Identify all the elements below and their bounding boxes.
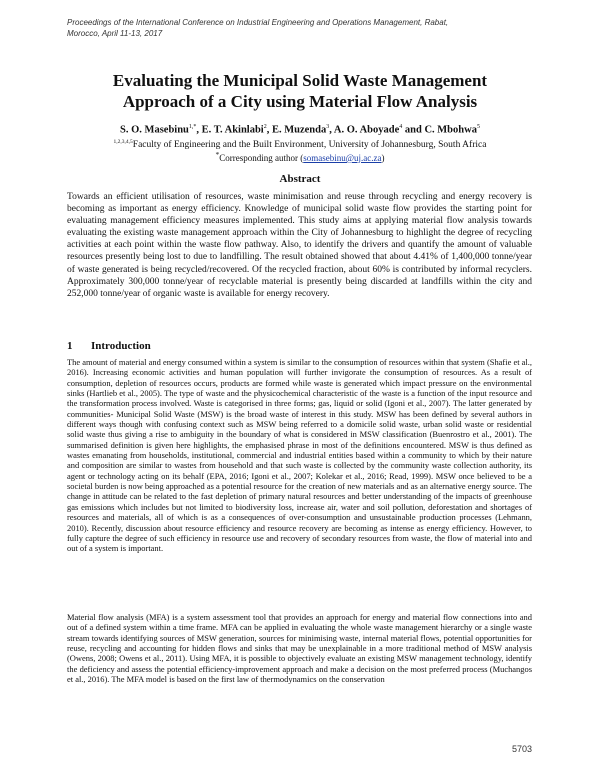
- corresponding-prefix: Corresponding author (: [219, 153, 304, 163]
- paper-title: [60, 70, 540, 112]
- author-affiliation-mark: 5: [476, 124, 480, 130]
- corresponding-email-link[interactable]: somasebinu@uj.ac.za: [303, 153, 382, 163]
- section-heading-introduction: [67, 339, 151, 353]
- author-separator: ,: [196, 124, 202, 136]
- header-line-1: Proceedings of the International Conference on Industrial Engineering and Operations Management, Rabat,: [67, 18, 449, 27]
- author-list: [60, 121, 540, 137]
- proceedings-header: [67, 17, 537, 39]
- author-name: C. Mbohwa: [424, 124, 477, 136]
- affiliation-text: Faculty of Engineering and the Built Environment, University of Johannesburg, South Africa: [132, 140, 487, 151]
- author-separator: ,: [266, 124, 272, 136]
- header-line-2: Morocco, April 11-13, 2017: [67, 29, 163, 38]
- author-name: E. Muzenda: [271, 124, 327, 136]
- author-name: S. O. Masebinu: [120, 124, 189, 136]
- corresponding-mark: *: [215, 150, 220, 159]
- author-affiliation-mark: 1,*: [188, 124, 197, 130]
- introduction-paragraph-1: The amount of material and energy consumed within a system is similar to the consumption of resources within that system (Shafie et al., 2016). Increasing economic activities and human population will further invigorate the consumption of resources. As a result of consumption, depletion of resources occurs, products are formed while waste is generated which impact pressure on the environmental sinks (Hartlieb et al., 2005). The type of waste and the physicochemical characteristic of the waste is a function of the input resource and the transformation process involved. Waste is categorised in three forms; gas, liquid or solid (Igoni et al., 2007). The latter generated by communities- Municipal Solid Waste (MSW) is the broad waste of interest in this study. MSW has been defined by several authors in different ways though with confusing context such as MSW being referred to a domicile solid waste, urban solid waste or residential solid waste thus giving a rise to ambiguity in the boundary of what is considered in MSW classification (Buenrostro et al., 2001). The summarised definition is given here highlights, the emphasised phrase in most of the definitions encountered. MSW is thus defined as wastes emanating from households, institutional, commercial and industrial entities based within a community to which by their nature and composition are similar to wastes from household and that such waste is collected by the community waste collection authority, its agent or technology acting on its behalf (EPA, 2016; Igoni et al., 2007; Kolekar et al., 2016; Read, 1999). MSW once believed to be a societal burden is now being approached as a potential resource for the creation of new materials and as an alternative energy source. The change in attitude can be related to the fast depletion of primary natural resources and better understanding of the impacts of greenhouse gas emissions which includes but not limited to biodiversity loss, increase air, water and soil pollution, deforestation and shortages of resources and materials, all of which is as a consequences of over-consumption and unsustainable production processes (Lehmann, 2010). Recently, discussion about resource efficiency and resource recovery are becoming as intense as energy efficiency. However, to fully capture the degree of such efficiency in resource use and recovery of secondary resources from waste, the flow of material into and out of a system is important.: [67, 357, 532, 554]
- author-name: A. O. Aboyade: [333, 124, 400, 136]
- section-number: 1: [67, 340, 73, 352]
- author-affiliation-mark: 3: [326, 124, 330, 130]
- author-separator: ,: [329, 124, 334, 136]
- section-title: Introduction: [91, 340, 151, 352]
- author-name: E. T. Akinlabi: [201, 124, 264, 136]
- corresponding-suffix: ): [381, 153, 385, 163]
- title-line-2: Approach of a City using Material Flow Analysis: [122, 92, 478, 111]
- page-number: 5703: [511, 744, 532, 754]
- title-line-1: Evaluating the Municipal Solid Waste Management: [112, 71, 488, 90]
- affiliation-mark: 1,2,3,4,5: [113, 139, 133, 145]
- introduction-paragraph-2: Material flow analysis (MFA) is a system assessment tool that provides an approach for energy and material flow connections into and out of a defined system within a time frame. MFA can be applied in evaluating the whole waste management hierarchy or a single waste stream towards identifying sources of MSW generation, sources for minimising waste, internal material flows, potential opportunities for reuse, recycling and accounting for hidden flows and sinks that may be unexplainable in a more traditional method of MSW analysis (Owens, 2008; Owens et al., 2011). Using MFA, it is possible to objectively evaluate an existing MSW management technology, identify the deficiency and assess the potential efficiency-improvement approach and make a decision on the most preferred process (Muchangos et al., 2016). The MFA model is based on the first law of thermodynamics on the conservation: [67, 612, 532, 685]
- author-affiliation-mark: 4: [399, 124, 403, 130]
- abstract-body: Towards an efficient utilisation of resources, waste minimisation and reuse through recycling and energy recovery is becoming as important as energy efficiency. Knowledge of municipal solid waste flow provides the starting point for evaluating management efficiency measures implemented. This study aims at applying material flow analysis towards evaluating the existing waste management approach within the City of Johannesburg to highlight the degree of recycling activities at each point within the waste flow pathway. Also, to identify the drivers and quantify the amount of valuable resources presently being lost to due to landfilling. The result obtained showed that about 4.41% of 1,400,000 tonne/year of waste generated is being recycled/recovered. Of the recycled fraction, about 60% is contributed by informal recyclers. Approximately 300,000 tonne/year of recyclable material is presently being discarded at landfills within the city and 252,000 tonne/year of organic waste is available for energy recovery.: [67, 192, 532, 299]
- author-affiliation-mark: 2: [263, 124, 267, 130]
- abstract-heading: Abstract: [279, 173, 321, 185]
- corresponding-author: [60, 149, 540, 164]
- author-and: and: [402, 124, 425, 136]
